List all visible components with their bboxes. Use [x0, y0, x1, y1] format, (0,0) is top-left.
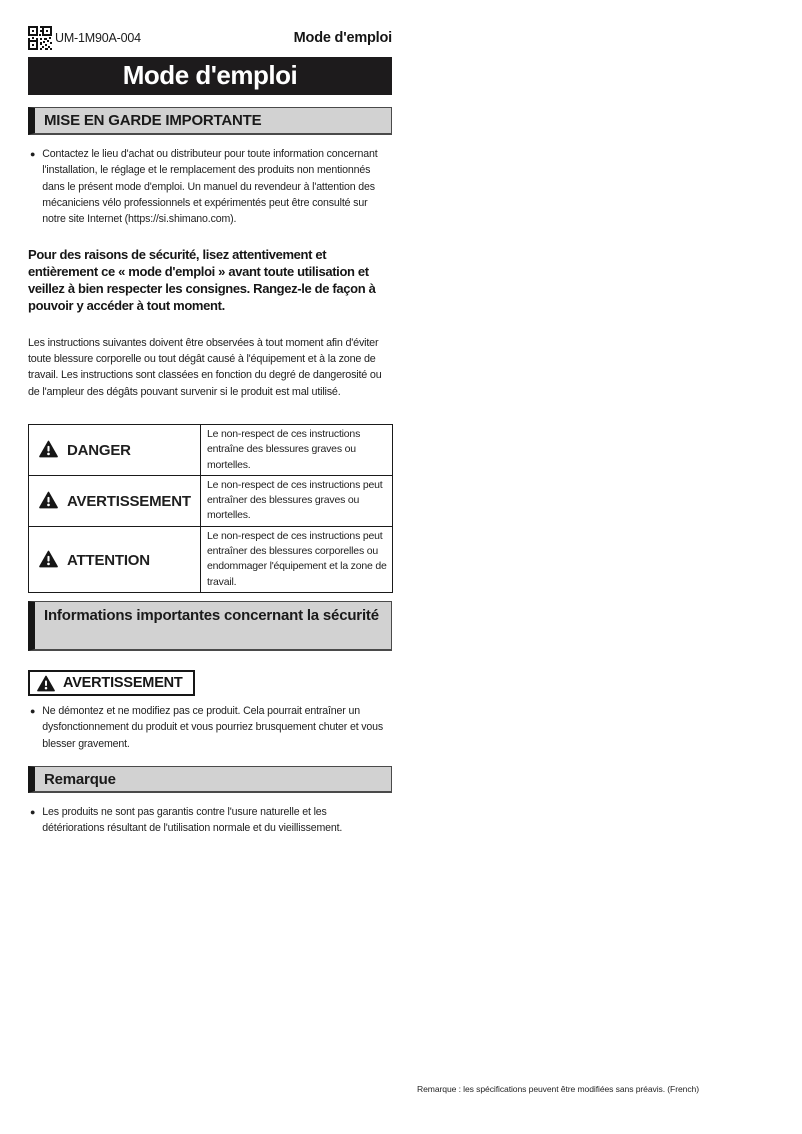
section-heading-mise-en-garde	[28, 107, 392, 135]
footer-note: Remarque : les spécifications peuvent être modifiées sans préavis. (French)	[417, 1084, 699, 1094]
table-row	[29, 526, 393, 592]
no-disassembly-text: Ne démontez et ne modifiez pas ce produit. Cela pourrait entraîner un dysfonctionnement du produit et vous pourriez brusquement chuter et vous blesser gravement.	[42, 705, 384, 750]
section-heading-text: Informations importantes concernant la sécurité	[44, 607, 379, 624]
warranty-bullet	[30, 804, 390, 837]
hazard-description: Le non-respect de ces instructions entraîne des blessures graves ou mortelles.	[201, 425, 393, 476]
avertissement-box	[28, 670, 195, 696]
warning-triangle-icon	[39, 550, 58, 568]
doc-id	[28, 26, 294, 50]
hazard-label-cell	[29, 425, 201, 476]
section-heading-remarque	[28, 766, 392, 793]
title-banner	[28, 57, 392, 95]
qr-code-icon	[28, 26, 52, 50]
hazard-label: AVERTISSEMENT	[67, 493, 191, 511]
bullet-marker: ●	[30, 807, 36, 817]
table-row	[29, 425, 393, 476]
section-heading-text: MISE EN GARDE IMPORTANTE	[44, 112, 262, 129]
doc-code: UM-1M90A-004	[55, 31, 141, 45]
page-running-title: Mode d'emploi	[293, 30, 392, 46]
warning-triangle-icon	[37, 675, 55, 692]
warning-triangle-icon	[39, 491, 58, 509]
contact-info-bullet	[30, 146, 388, 227]
hazard-description: Le non-respect de ces instructions peut entraîner des blessures graves ou mortelles.	[201, 475, 393, 526]
hazard-label-cell	[29, 526, 201, 592]
warranty-text: Les produits ne sont pas garantis contre l'usure naturelle et les détériorations résultant de l'utilisation normale et du vieillissement.	[42, 806, 343, 835]
hazard-description: Le non-respect de ces instructions peut entraîner des blessures corporelles ou endommager l'équipement et la zone de travail.	[201, 526, 393, 592]
bullet-marker: ●	[30, 706, 36, 716]
no-disassembly-bullet	[30, 703, 390, 752]
avertissement-label: AVERTISSEMENT	[63, 675, 183, 691]
section-heading-safety-info	[28, 601, 392, 651]
section-heading-text: Remarque	[44, 771, 116, 788]
hazard-label: DANGER	[67, 442, 131, 460]
bullet-marker: ●	[30, 149, 36, 159]
instructions-classification-text: Les instructions suivantes doivent être observées à tout moment afin d'éviter toute blessure corporelle ou tout dégât causé à l'équipement et à la zone de travail. Les instructions sont classées en fonction du degré de dangerosité ou de l'ampleur des dégâts pouvant survenir si le produit est mal utilisé.	[28, 337, 382, 398]
hazard-label-cell	[29, 475, 201, 526]
doc-header	[28, 25, 392, 51]
hazard-label: ATTENTION	[67, 551, 150, 569]
safety-read-notice: Pour des raisons de sécurité, lisez attentivement et entièrement ce « mode d'emploi » avant toute utilisation et veillez à bien respecter les consignes. Rangez-le de façon à pouvoir y accéder à tout moment.	[28, 247, 376, 313]
table-row	[29, 475, 393, 526]
hazard-levels-table	[28, 424, 393, 593]
title-banner-text: Mode d'emploi	[122, 60, 298, 90]
warning-triangle-icon	[39, 440, 58, 458]
contact-info-text: Contactez le lieu d'achat ou distributeur pour toute information concernant l'installation, le réglage et le remplacement des produits non mentionnés dans le présent mode d'emploi. Un manuel du revendeur à l'attention des mécaniciens vélo professionnels et expérimentés peut être consulté sur notre site Internet (https://si.shimano.com).	[42, 148, 378, 226]
